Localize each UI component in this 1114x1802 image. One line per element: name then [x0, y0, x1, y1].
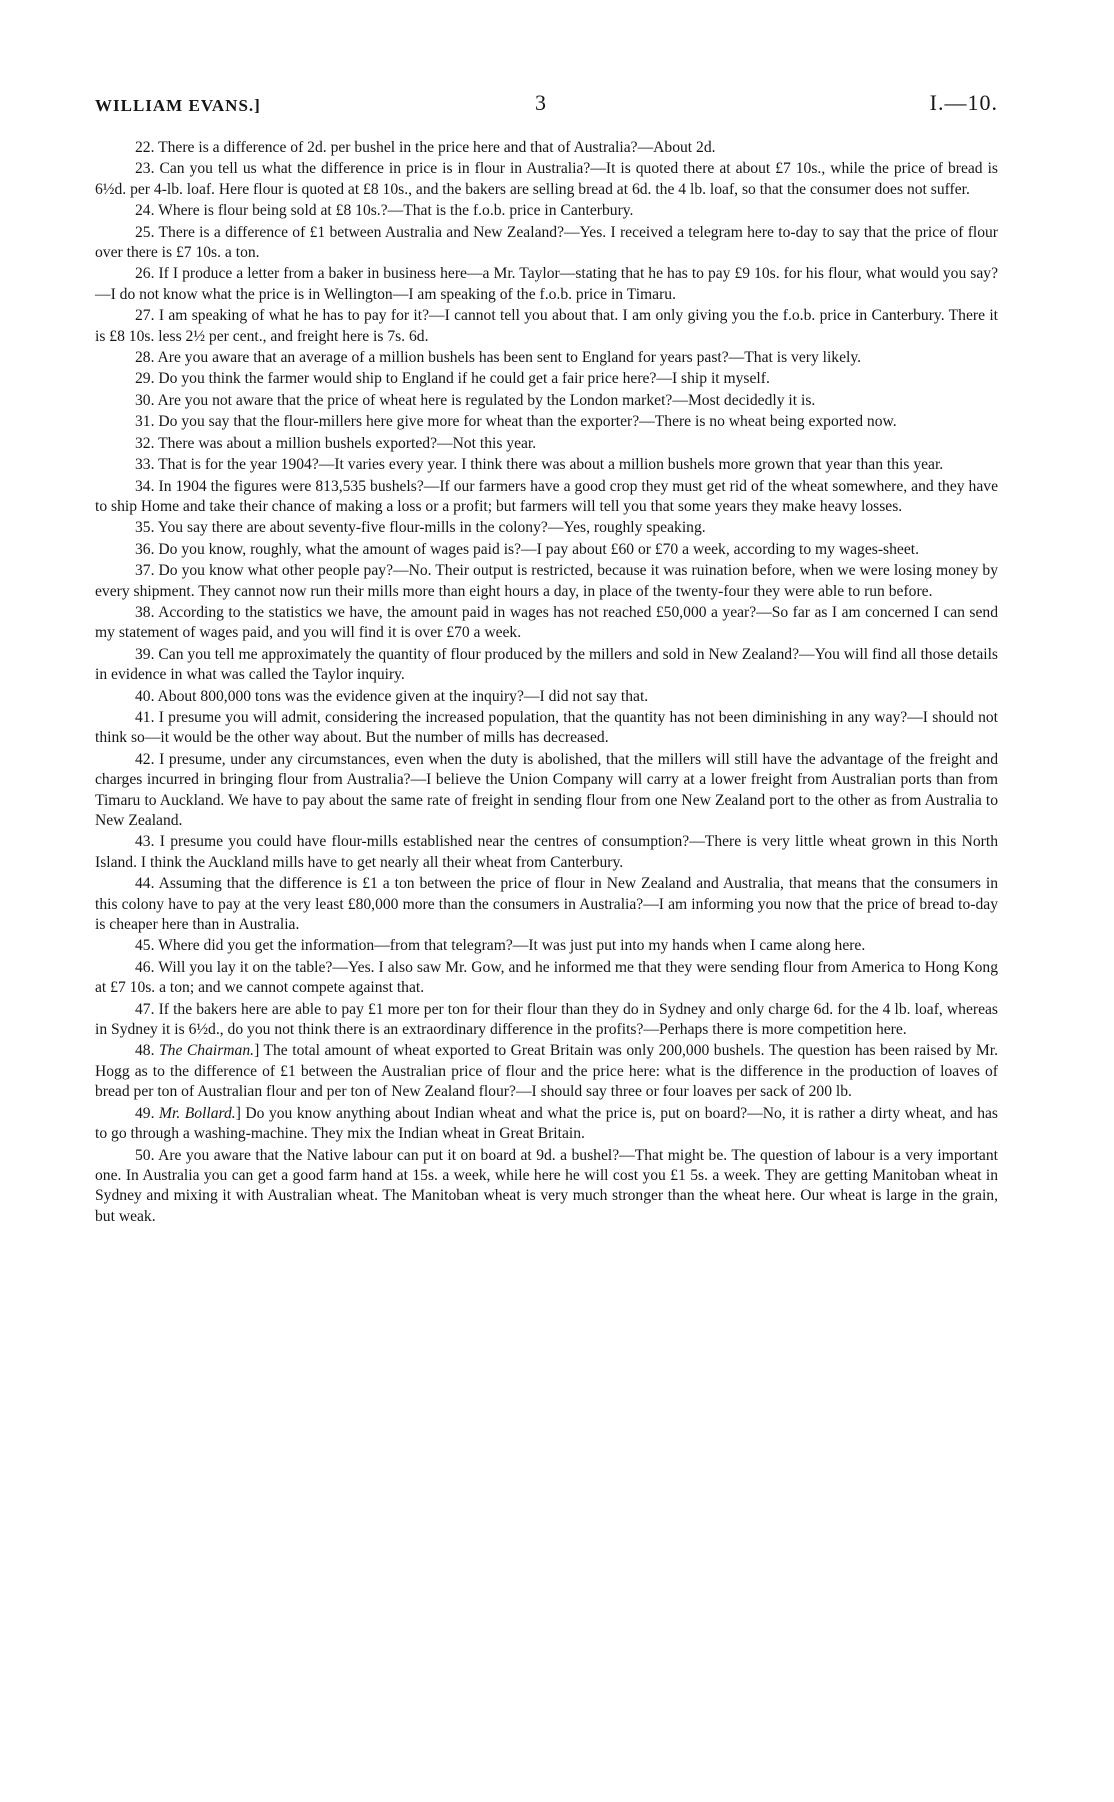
evidence-paragraph: [95, 306, 998, 347]
evidence-paragraph: [95, 708, 998, 749]
paragraph-text: 35. You say there are about seventy-five flour-mills in the colony?—Yes, roughly speaking.: [135, 519, 706, 537]
evidence-paragraph: [95, 391, 998, 411]
evidence-paragraph: [95, 540, 998, 560]
paragraph-text: 38. According to the statistics we have, the amount paid in wages has not reached £50,000 a year?—So far as I am concerned I can send my statement of wages paid, and you will find it is over £70 a week.: [95, 603, 998, 642]
evidence-paragraph: [95, 412, 998, 432]
speaker-name: Mr. Bollard.: [159, 1104, 236, 1122]
evidence-paragraph: [95, 1000, 998, 1041]
evidence-paragraph: [95, 1146, 998, 1228]
witness-name: WILLIAM EVANS.]: [95, 96, 261, 115]
paragraph-text: ] The total amount of wheat exported to Great Britain was only 200,000 bushels. The question has been raised by Mr. Hogg as to the difference of £1 between the Australian price of flour and the price here: what is the difference in the production of loaves of bread per ton of Australian flour and per ton of New Zealand flour?—I should say three or four loaves per sack of 200 lb.: [95, 1042, 998, 1101]
evidence-paragraph: [95, 645, 998, 686]
paragraph-text: 23. Can you tell us what the difference in price is in flour in Australia?—It is quoted there at about £7 10s., while the price of bread is 6½d. per 4-lb. loaf. Here flour is quoted at £8 10s., and the bakers are selling bread at 6d. the 4 lb. loaf, so that the consumer does not suffer.: [95, 160, 998, 198]
paragraph-text: 36. Do you know, roughly, what the amount of wages paid is?—I pay about £60 or £70 a week, according to my wages-sheet.: [135, 540, 919, 558]
evidence-paragraph: [95, 477, 998, 518]
evidence-paragraph: [95, 138, 998, 158]
evidence-paragraph: [95, 434, 998, 454]
paragraph-text: 44. Assuming that the difference is £1 a ton between the price of flour in New Zealand and Australia, that means that the consumers in this colony have to pay at the very least £80,000 more than the consumers in Australia?—I am informing you now that the price of bread to-day is cheaper here than in Australia.: [95, 875, 998, 934]
paragraph-text: 29. Do you think the farmer would ship to England if he could get a fair price here?—I ship it myself.: [135, 370, 770, 388]
paragraph-text: 22. There is a difference of 2d. per bushel in the price here and that of Australia?—About 2d.: [135, 139, 716, 156]
evidence-paragraph: [95, 369, 998, 389]
evidence-paragraph: [95, 603, 998, 644]
speaker-name: The Chairman.: [159, 1042, 255, 1060]
paragraph-text: 41. I presume you will admit, considering the increased population, that the quantity has not been diminishing in any way?—I should not think so—it would be the other way about. But the number of mills has decreased.: [95, 708, 998, 747]
paragraph-text: 46. Will you lay it on the table?—Yes. I also saw Mr. Gow, and he informed me that they were sending flour from America to Hong Kong at £7 10s. a ton; and we cannot compete against that.: [95, 958, 998, 997]
paragraph-text: 32. There was about a million bushels exported?—Not this year.: [135, 434, 537, 452]
paragraph-text: ] Do you know anything about Indian wheat and what the price is, put on board?—No, it is rather a dirty wheat, and has to go through a washing-machine. They mix the Indian wheat in Great Britain.: [95, 1104, 998, 1143]
evidence-paragraph: [95, 264, 998, 305]
page-header: [95, 88, 998, 128]
paragraph-text: 39. Can you tell me approximately the quantity of flour produced by the millers and sold in New Zealand?—You will find all those details in evidence in what was called the Taylor inquiry.: [95, 645, 998, 684]
evidence-paragraph: [95, 1041, 998, 1102]
evidence-paragraph: [95, 936, 998, 956]
evidence-paragraph: [95, 750, 998, 832]
paragraph-text: 33. That is for the year 1904?—It varies every year. I think there was about a million bushels more grown that year than this year.: [135, 456, 944, 474]
paragraph-text: 47. If the bakers here are able to pay £1 more per ton for their flour than they do in Sydney and only charge 6d. for the 4 lb. loaf, whereas in Sydney it is 6½d., do you not think there is an extraordinary difference in the profits?—Perhaps there is more competition here.: [95, 1000, 998, 1039]
document-page: [95, 88, 998, 1228]
paragraph-text: 40. About 800,000 tons was the evidence given at the inquiry?—I did not say that.: [135, 687, 649, 705]
evidence-paragraph: [95, 687, 998, 707]
paper-reference: I.—10.: [929, 90, 998, 115]
evidence-text: [95, 138, 998, 1227]
paragraph-text: 30. Are you not aware that the price of wheat here is regulated by the London market?—Most decidedly it is.: [135, 391, 816, 409]
question-number: 49.: [135, 1104, 159, 1122]
evidence-paragraph: [95, 958, 998, 999]
paragraph-text: 45. Where did you get the information—from that telegram?—It was just put into my hands when I came along here.: [135, 937, 866, 955]
evidence-paragraph: [95, 455, 998, 475]
paragraph-text: 43. I presume you could have flour-mills established near the centres of consumption?—There is very little wheat grown in this North Island. I think the Auckland mills have to get nearly all their wheat from Canterbury.: [95, 833, 998, 871]
evidence-paragraph: [95, 832, 998, 873]
paragraph-text: 28. Are you aware that an average of a million bushels has been sent to England for years past?—That is very likely.: [135, 349, 862, 367]
paragraph-text: 27. I am speaking of what he has to pay for it?—I cannot tell you about that. I am only giving you the f.o.b. price in Canterbury. There it is £8 10s. less 2½ per cent., and freight here is 7s. 6d.: [95, 307, 998, 345]
paragraph-text: 50. Are you aware that the Native labour can put it on board at 9d. a bushel?—That might be. The question of labour is a very important one. In Australia you can get a good farm hand at 15s. a week, while here he will cost you £1 5s. a week. They are getting Manitoban wheat in Sydney and mixing it with Australian wheat. The Manitoban wheat is very much stronger than the wheat here. Our wheat is large in the grain, but weak.: [95, 1146, 998, 1225]
paragraph-text: 26. If I produce a letter from a baker in business here—a Mr. Taylor—stating that he has to pay £9 10s. for his flour, what would you say?—I do not know what the price is in Wellington—I am speaking of the f.o.b. price in Timaru.: [95, 265, 998, 303]
evidence-paragraph: [95, 874, 998, 935]
paragraph-text: 25. There is a difference of £1 between Australia and New Zealand?—Yes. I received a telegram here to-day to say that the price of flour over there is £7 10s. a ton.: [95, 223, 998, 262]
paragraph-text: 24. Where is flour being sold at £8 10s.?—That is the f.o.b. price in Canterbury.: [135, 202, 634, 220]
evidence-paragraph: [95, 348, 998, 368]
evidence-paragraph: [95, 1104, 998, 1145]
evidence-paragraph: [95, 561, 998, 602]
evidence-paragraph: [95, 159, 998, 200]
paragraph-text: 31. Do you say that the flour-millers here give more for wheat than the exporter?—There is no wheat being exported now.: [135, 413, 897, 431]
evidence-paragraph: [95, 223, 998, 264]
evidence-paragraph: [95, 518, 998, 538]
paragraph-text: 34. In 1904 the figures were 813,535 bushels?—If our farmers have a good crop they must get rid of the wheat somewhere, and they have to ship Home and take their chance of making a loss or a profit; but farmers will tell you that some years they make heavy losses.: [95, 477, 998, 515]
paragraph-text: 37. Do you know what other people pay?—No. Their output is restricted, because it was ruination before, when we were losing money by every shipment. They cannot now run their mills more than eight hours a day, in place of the twenty-four they were able to run before.: [95, 562, 998, 600]
paragraph-text: 42. I presume, under any circumstances, even when the duty is abolished, that the millers will still have the advantage of the freight and charges incurred in bringing flour from Australia?—I believe the Union Company will carry at a lower freight from Australian ports than from Timaru to Auckland. We have to pay about the same rate of freight in sending flour from one New Zealand port to the other as from Australia to New Zealand.: [95, 750, 998, 829]
question-number: 48.: [135, 1042, 159, 1060]
evidence-paragraph: [95, 201, 998, 221]
page-number: 3: [535, 90, 546, 115]
